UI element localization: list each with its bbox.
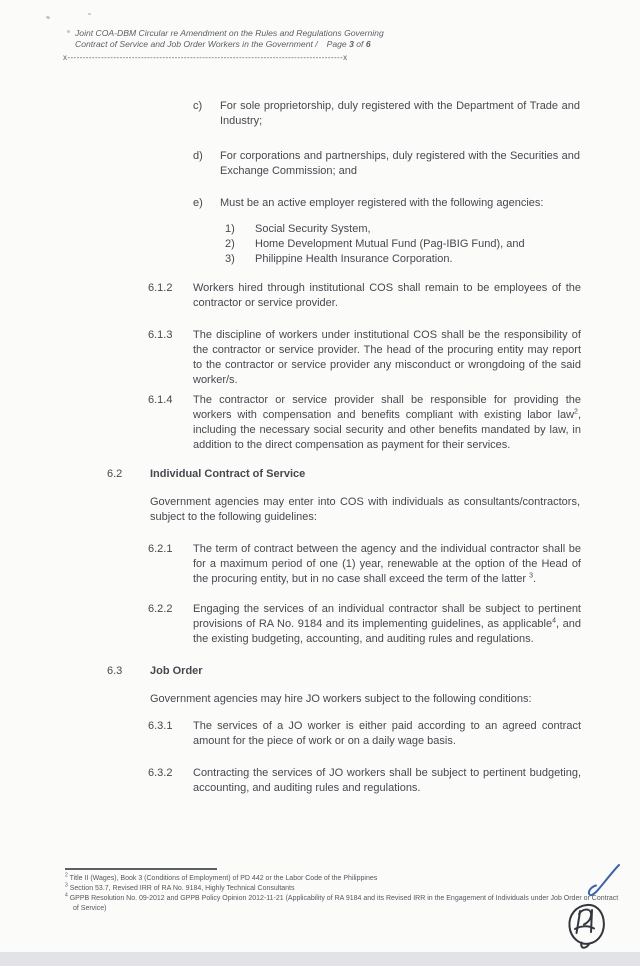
footnote-marker: 3 — [65, 882, 68, 889]
section-text-before: The contractor or service provider shall be responsible for providing the workers with compensation and benefits compliant with existing labor law — [193, 393, 581, 421]
handwritten-initials-icon — [565, 899, 611, 953]
section-title: Job Order — [150, 664, 203, 677]
agency-list — [0, 222, 640, 267]
page-header — [0, 0, 640, 64]
section-text: The discipline of workers under institutional COS shall be the responsibility of the contractor or service provider. The head of the procuring entity may report to the contractor or service provider any misconduct or wrongdoing of the said worker/s. — [193, 328, 581, 386]
scan-speck — [67, 30, 70, 33]
heading-6-2 — [107, 467, 580, 482]
footnote-text: Section 53.7, Revised IRR of RA No. 9184, Highly Technical Consultants — [69, 884, 295, 892]
footnote-rule — [65, 868, 217, 870]
section-6-2-2 — [148, 602, 581, 647]
section-number: 6.1.3 — [148, 328, 173, 341]
separator-dashes: ------------------------------------------------------------------------------------------ — [67, 53, 344, 62]
footnote-3 — [65, 884, 625, 894]
footnote-ref-4: 4 — [552, 616, 557, 624]
page-label: Page — [326, 38, 347, 49]
item-number: 3) — [225, 252, 235, 265]
section-6-1-2 — [148, 281, 581, 311]
list-item-e — [193, 196, 580, 211]
header-line-2 — [75, 39, 640, 50]
section-text: The services of a JO worker is either paid according to an agreed contract amount for the piece of work or on a daily wage basis. — [193, 719, 581, 747]
section-text-after: , and the existing budgeting, accounting, and auditing rules and regulations. — [193, 617, 582, 645]
scan-edge-strip — [0, 952, 640, 966]
footnote-text: GPPB Resolution No. 09-2012 and GPPB Policy Opinion 2012-11-21 (Applicability of RA 9184 and its Revised IRR in the Engagement of Individuals under Job Order or Contract of Service) — [69, 894, 619, 912]
section-number: 6.1.2 — [148, 281, 173, 294]
section-6-3-2 — [148, 766, 581, 796]
heading-6-3 — [107, 664, 580, 679]
item-letter: c) — [193, 99, 203, 112]
item-text: Must be an active employer registered with the following agencies: — [220, 196, 544, 209]
intro-6-2: Government agencies may enter into COS with individuals as consultants/contractors, subject to the following guidelines: — [150, 495, 580, 523]
page-number: 3 — [349, 38, 354, 49]
footnote-ref-2: 2 — [574, 407, 578, 415]
section-text: Contracting the services of JO workers shall be subject to pertinent budgeting, accounting, and auditing rules and regulations. — [193, 766, 581, 794]
section-number: 6.3.2 — [148, 766, 173, 779]
total-pages: 6 — [365, 38, 371, 49]
section-text — [193, 542, 581, 587]
section-number: 6.3 — [107, 664, 123, 677]
section-6-1-3 — [148, 328, 581, 388]
item-letter: d) — [193, 149, 203, 162]
item-text: Social Security System, — [255, 222, 371, 235]
intro-6-3: Government agencies may hire JO workers subject to the following conditions: — [150, 692, 532, 705]
footnote-marker: 2 — [65, 872, 68, 879]
section-6-2-1 — [148, 542, 581, 587]
section-text-before: Engaging the services of an individual contractor shall be subject to pertinent provisions of RA No. 9184 and its implementing guidelines, as applicable — [193, 602, 581, 630]
item-text: Home Development Mutual Fund (Pag-IBIG Fund), and — [255, 237, 525, 250]
section-number: 6.1.4 — [148, 393, 173, 406]
item-number: 2) — [225, 237, 235, 250]
header-line-1: Joint COA-DBM Circular re Amendment on the Rules and Regulations Governing — [75, 28, 384, 38]
scan-speck — [88, 13, 91, 15]
list-item-c — [193, 99, 580, 129]
item-letter: e) — [193, 196, 203, 209]
section-text-after: , including the necessary social security and other benefits mandated by law, in addition to the direct compensation as payment for their services. — [193, 408, 581, 451]
section-number: 6.2 — [107, 467, 123, 480]
item-text: For sole proprietorship, duly registered with the Department of Trade and Industry; — [220, 99, 580, 127]
list-item — [225, 252, 640, 267]
section-text: Workers hired through institutional COS shall remain to be employees of the contractor or service provider. — [193, 281, 581, 309]
separator-x-right: x — [343, 53, 348, 62]
handwritten-check-icon — [583, 862, 625, 900]
section-text-after: . — [533, 572, 537, 585]
footnote-4 — [65, 894, 625, 914]
item-text: For corporations and partnerships, duly registered with the Securities and Exchange Commission; and — [220, 149, 580, 177]
section-text — [193, 602, 581, 647]
section-number: 6.2.1 — [148, 542, 173, 555]
footnotes — [65, 868, 625, 914]
section-text — [193, 393, 581, 453]
document-body — [0, 99, 640, 796]
list-item — [225, 237, 640, 252]
footnote-2 — [65, 874, 625, 884]
section-number: 6.2.2 — [148, 602, 173, 615]
separator-line — [63, 53, 640, 64]
section-title: Individual Contract of Service — [150, 467, 306, 480]
section-6-1-4 — [148, 393, 581, 453]
footnote-text: Title II (Wages), Book 3 (Conditions of Employment) of PD 442 or the Labor Code of the Philippines — [69, 874, 378, 882]
header-line-2-text: Contract of Service and Job Order Workers in the Government / — [75, 38, 318, 49]
list-item-d — [193, 149, 580, 179]
section-6-3-1 — [148, 719, 581, 749]
section-number: 6.3.1 — [148, 719, 173, 732]
footnote-marker: 4 — [65, 892, 68, 899]
separator-x-left: x — [63, 53, 68, 62]
footnote-ref-3: 3 — [529, 571, 534, 579]
list-item — [225, 222, 640, 237]
of-label: of — [356, 38, 364, 49]
item-number: 1) — [225, 222, 235, 235]
item-text: Philippine Health Insurance Corporation. — [255, 252, 453, 265]
section-text-before: The term of contract between the agency and the individual contractor shall be for a maximum period of one (1) year, renewable at the option of the Head of the procuring entity, but in no case shall exceed the term of the latter — [193, 542, 581, 585]
